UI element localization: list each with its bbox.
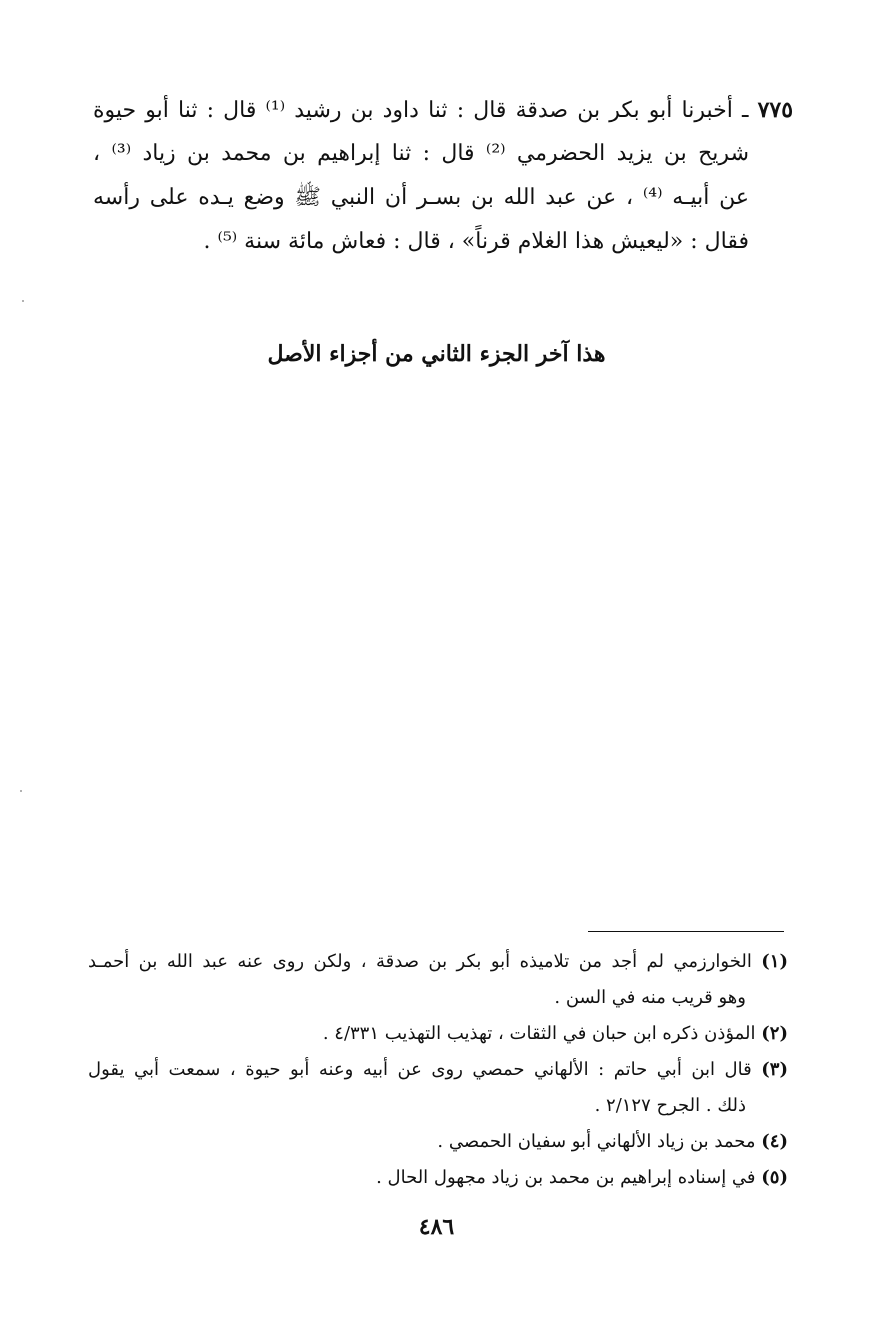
footnote-number: (١) bbox=[761, 951, 788, 972]
footnote-3 bbox=[88, 1052, 788, 1088]
footnote-number: (٢) bbox=[761, 1023, 788, 1044]
footnote-number: (٣) bbox=[761, 1059, 788, 1080]
hadith-line-1-text: ـ أخبرنا أبو بكر بن صدقة قال : ثنا داود بن رشيد ⁽¹⁾ قال : ثنا أبو حيوة bbox=[93, 98, 749, 123]
footnotes bbox=[88, 944, 788, 1196]
footnote-number: (٤) bbox=[761, 1131, 788, 1152]
footnote-2 bbox=[88, 1016, 788, 1052]
footnote-5 bbox=[88, 1160, 788, 1196]
section-end-heading: هذا آخر الجزء الثاني من أجزاء الأصل bbox=[267, 341, 606, 367]
footnote-4 bbox=[88, 1124, 788, 1160]
hadith-line-4: فقال : «ليعيش هذا الغلام قرناً» ، قال : فعاش مائة سنة ⁽⁵⁾ . bbox=[203, 229, 749, 254]
footnote-number: (٥) bbox=[761, 1167, 788, 1188]
page-number: ٤٨٦ bbox=[418, 1214, 455, 1240]
hadith-text bbox=[93, 88, 793, 264]
footnote-1 bbox=[88, 944, 788, 980]
hadith-line-3: عن أبيـه ⁽⁴⁾ ، عن عبد الله بن بسـر أن النبي ﷺ وضع يـده على رأسه bbox=[93, 185, 749, 210]
hadith-line-2: شريح بن يزيد الحضرمي ⁽²⁾ قال : ثنا إبراهيم بن محمد بن زياد ⁽³⁾ ، bbox=[93, 141, 750, 166]
footnote-text: محمد بن زياد الألهاني أبو سفيان الحمصي . bbox=[437, 1131, 756, 1152]
hadith-number: ٧٧٥ bbox=[757, 97, 793, 123]
footnote-text: في إسناده إبراهيم بن محمد بن زياد مجهول الحال . bbox=[376, 1167, 756, 1188]
footnote-3-continuation: ذلك . الجرح ٢/١٢٧ . bbox=[594, 1095, 746, 1116]
footnote-1-continuation: وهو قريب منه في السن . bbox=[554, 987, 746, 1008]
scan-speck bbox=[22, 300, 24, 302]
footnote-text: قال ابن أبي حاتم : الألهاني حمصي روى عن أبيه وعنه أبو حيوة ، سمعت أبي يقول bbox=[88, 1059, 752, 1080]
hadith-line-1 bbox=[93, 88, 793, 132]
footnote-text: الخوارزمي لم أجد من تلاميذه أبو بكر بن صدقة ، ولكن روى عنه عبد الله بن أحمـد bbox=[88, 951, 752, 972]
footnote-text: المؤذن ذكره ابن حبان في الثقات ، تهذيب التهذيب ٤/٣٣١ . bbox=[322, 1023, 756, 1044]
scan-speck bbox=[20, 790, 22, 792]
footnote-separator bbox=[588, 931, 784, 932]
